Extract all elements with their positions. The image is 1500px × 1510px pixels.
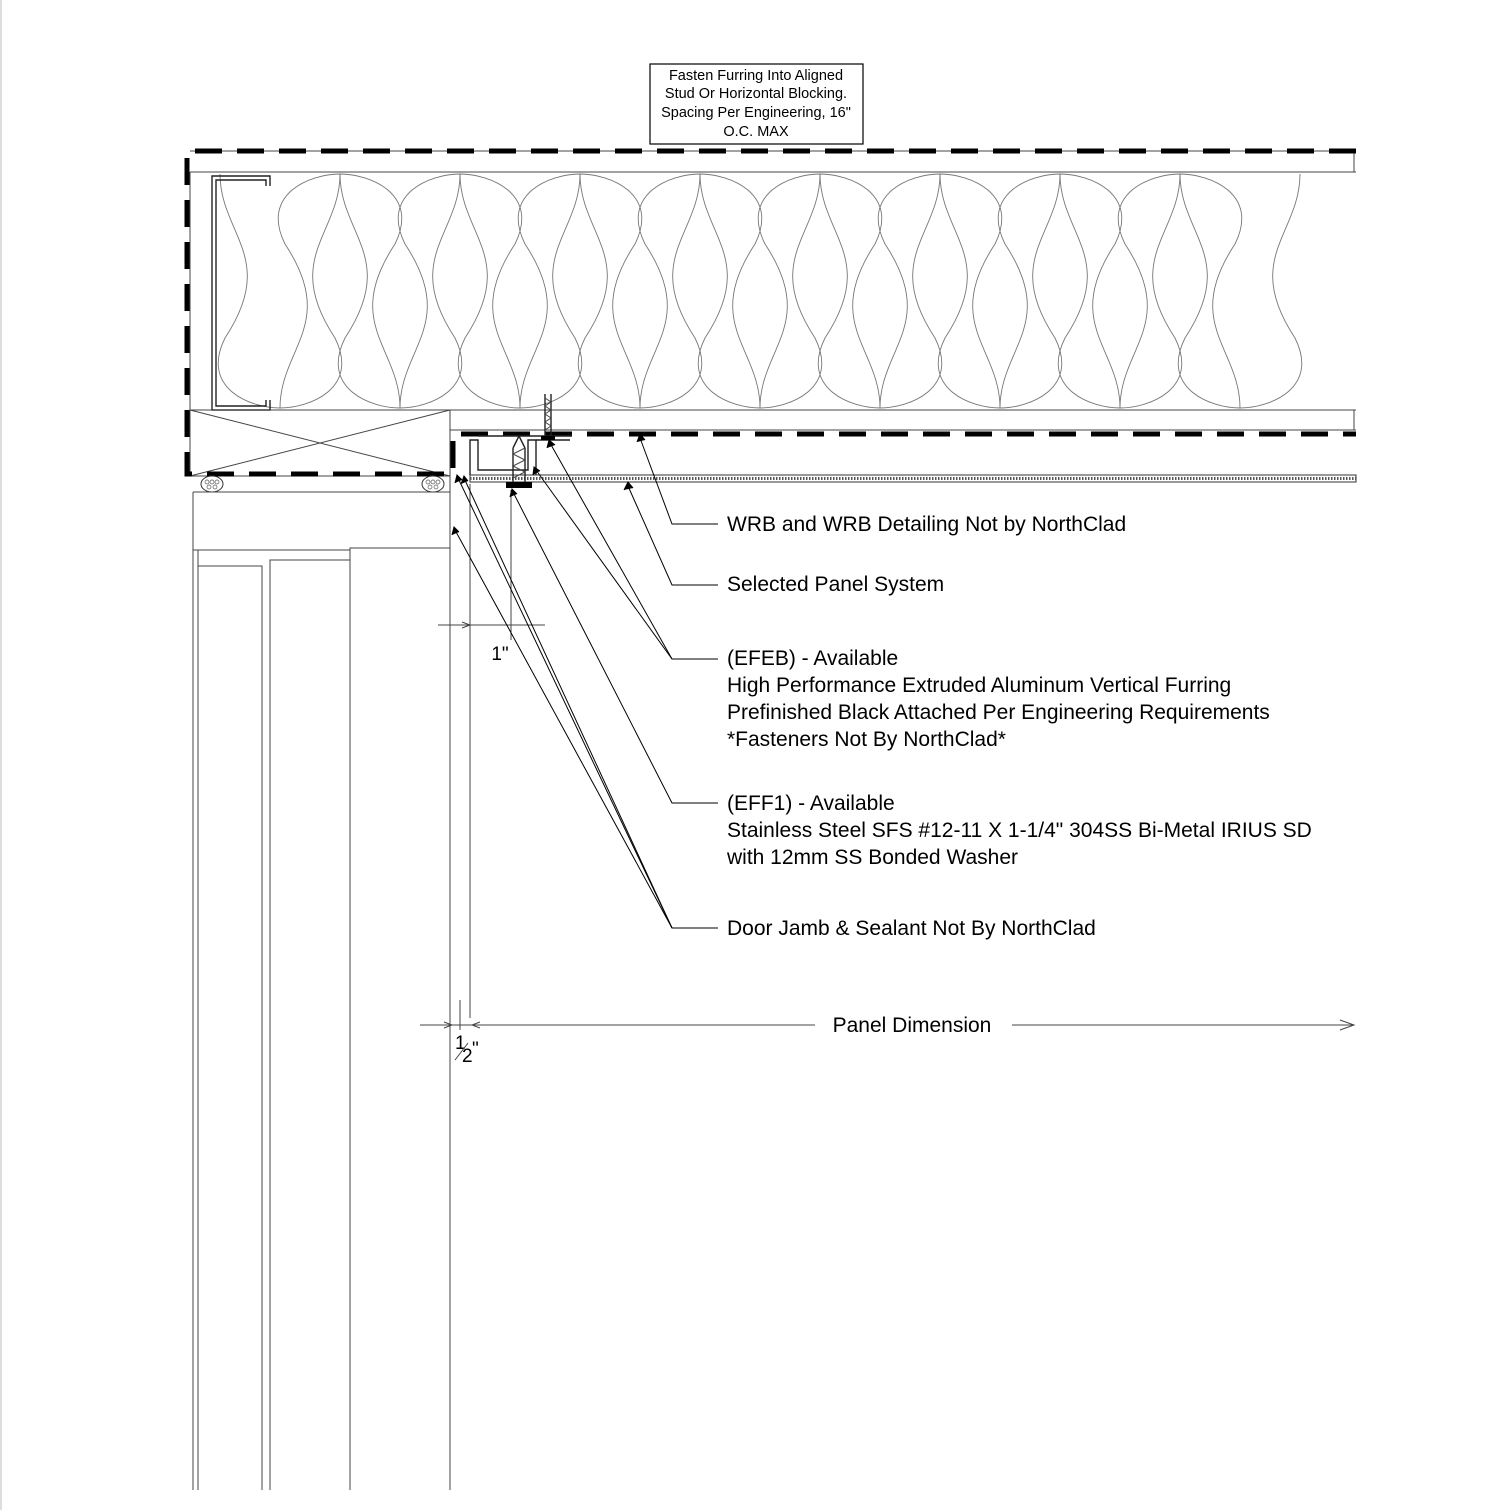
wrb-line — [187, 151, 1356, 474]
panel-dimension-label: Panel Dimension — [832, 1014, 992, 1037]
door-jamb — [193, 476, 450, 1490]
note-line-1: Fasten Furring Into Aligned — [668, 68, 844, 84]
callout-efeb-line-2: High Performance Extruded Aluminum Vertical Furring — [727, 674, 1232, 697]
callout-efeb-line-1: (EFEB) - Available — [727, 647, 899, 670]
note-line-3: Spacing Per Engineering, 16" — [661, 105, 851, 121]
steel-stud — [212, 176, 270, 410]
callout-eff1-line-3: with 12mm SS Bonded Washer — [727, 846, 1019, 869]
callout-eff1 — [726, 792, 1312, 869]
note-line-4: O.C. MAX — [723, 124, 789, 140]
callout-eff1-line-2: Stainless Steel SFS #12-11 X 1-1/4" 304SS Bi-Metal IRIUS SD — [727, 819, 1312, 842]
half-inch-denominator: 2 — [462, 1046, 473, 1067]
note-line-2: Stud Or Horizontal Blocking. — [664, 86, 848, 102]
half-inch-numerator: 1 — [455, 1033, 466, 1054]
batt-insulation — [218, 174, 1302, 408]
callout-eff1-line-1: (EFF1) - Available — [727, 792, 895, 815]
callout-panel-line-1: Selected Panel System — [727, 573, 945, 596]
callout-efeb-line-3: Prefinished Black Attached Per Engineering Requirements — [727, 701, 1270, 724]
callout-efeb-line-4: *Fasteners Not By NorthClad* — [727, 728, 1006, 751]
dimension-panel — [420, 1000, 1354, 1067]
wood-blocking — [190, 410, 450, 476]
half-inch-unit: " — [472, 1039, 479, 1060]
insulation-lobes — [218, 174, 1302, 408]
callout-door-jamb — [727, 917, 1096, 940]
callout-wrb-line-1: WRB and WRB Detailing Not by NorthClad — [727, 513, 1127, 536]
callout-panel-system — [727, 573, 944, 596]
callout-efeb — [727, 647, 1270, 751]
dimension-1-inch-text: 1" — [491, 644, 509, 665]
note-box — [650, 64, 863, 144]
callout-wrb — [727, 513, 1126, 536]
leaders — [452, 434, 718, 928]
dimension-1-inch — [438, 484, 545, 1018]
selected-panel-system — [470, 475, 1356, 482]
sealant-beads — [201, 476, 444, 492]
callout-door-jamb-line-1: Door Jamb & Sealant Not By NorthClad — [727, 917, 1096, 940]
wall-sheathing — [190, 151, 1356, 476]
dimension-half-inch — [455, 1033, 479, 1067]
